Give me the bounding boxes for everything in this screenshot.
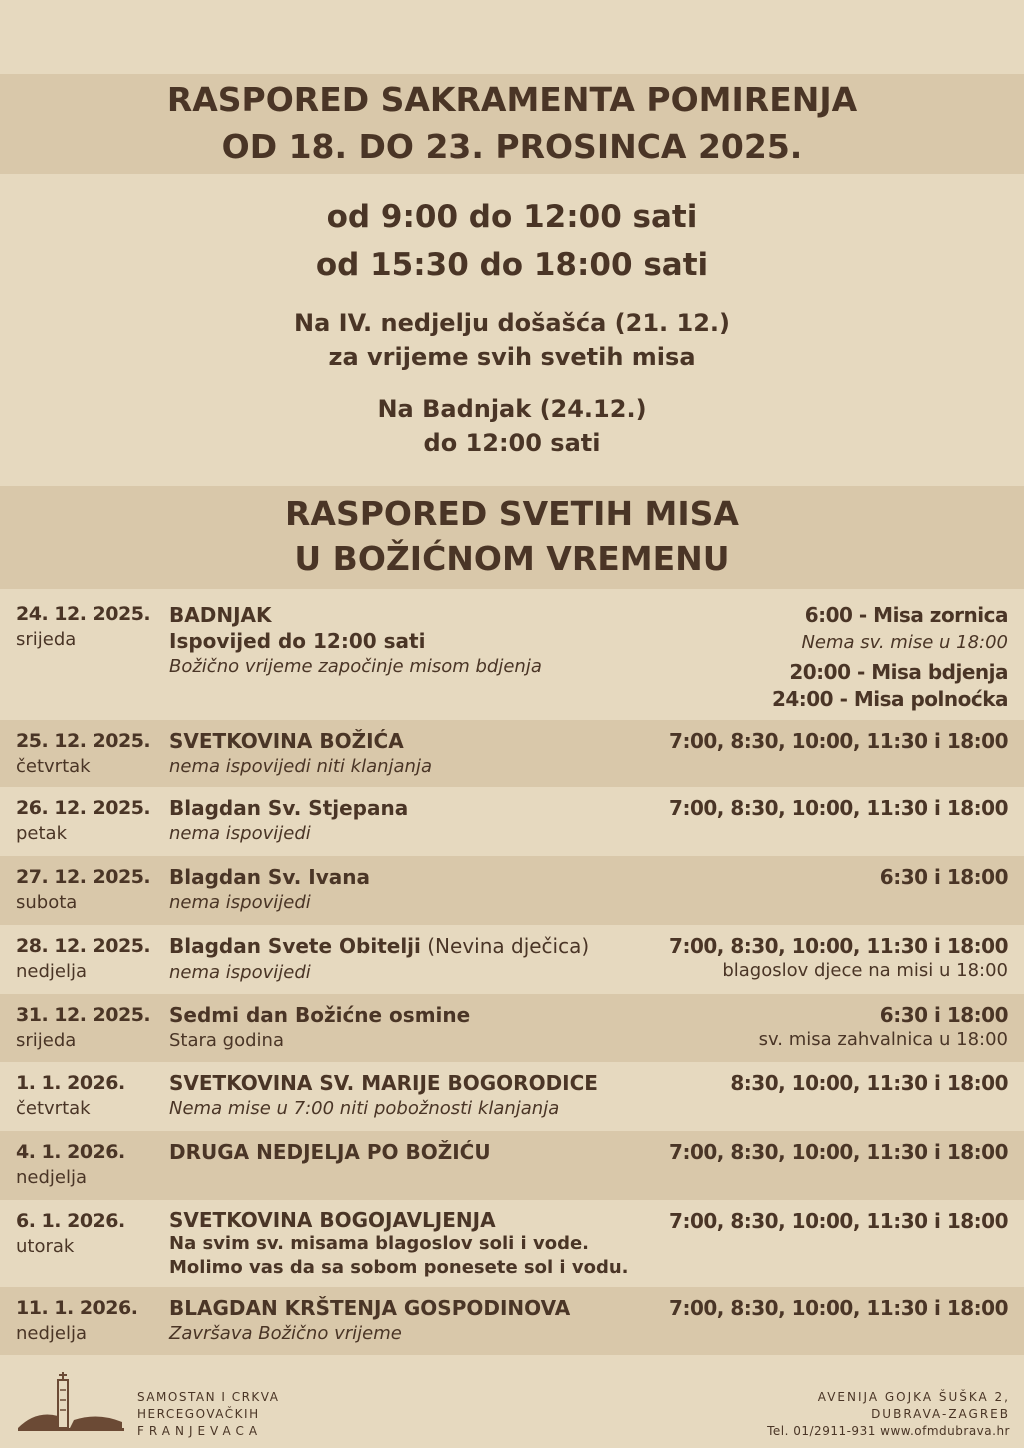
confession-hours-line1: od 9:00 do 12:00 sati xyxy=(326,199,698,235)
row-note: nema ispovijedi xyxy=(169,962,311,983)
row-day: nedjelja xyxy=(16,961,88,982)
row-note: Nema mise u 7:00 niti pobožnosti klanjanja xyxy=(169,1098,560,1119)
row-description xyxy=(169,1208,629,1280)
row-times xyxy=(880,864,1008,891)
row-time-2: sv. misa zahvalnica u 18:00 xyxy=(758,1029,1008,1050)
row-date: 27. 12. 2025. xyxy=(16,866,151,888)
row-time-3: 20:00 - Misa bdjenja xyxy=(789,660,1008,684)
row-title: BLAGDAN KRŠTENJA GOSPODINOVA xyxy=(169,1296,571,1320)
row-description xyxy=(169,1002,470,1054)
row-title: BADNJAK xyxy=(169,603,272,627)
row-times xyxy=(669,795,1008,822)
row-day: subota xyxy=(16,892,78,913)
row-times xyxy=(730,1070,1008,1097)
row-times xyxy=(669,933,1008,982)
row-description xyxy=(169,602,542,680)
footer-address-line1: AVENIJA GOJKA ŠUŠKA 2, xyxy=(817,1390,1010,1404)
schedule-row xyxy=(0,1200,1024,1287)
row-time-1: 6:30 i 18:00 xyxy=(879,1003,1008,1027)
row-date: 25. 12. 2025. xyxy=(16,730,151,752)
confession-hours-line2: od 15:30 do 18:00 sati xyxy=(315,247,709,283)
row-times xyxy=(669,1295,1008,1322)
row-time-1: 7:00, 8:30, 10:00, 11:30 i 18:00 xyxy=(669,1209,1008,1233)
row-date: 6. 1. 2026. xyxy=(16,1210,125,1232)
row-title: Blagdan Sv. Stjepana xyxy=(169,796,409,820)
row-time-1: 7:00, 8:30, 10:00, 11:30 i 18:00 xyxy=(669,729,1008,753)
row-day: petak xyxy=(16,823,68,844)
section-title-line2: U BOŽIĆNOM VREMENU xyxy=(294,539,730,578)
row-day: utorak xyxy=(16,1236,75,1257)
row-description xyxy=(169,933,589,986)
row-title: SVETKOVINA SV. MARIJE BOGORODICE xyxy=(169,1071,598,1095)
row-description xyxy=(169,728,432,780)
row-time-4: 24:00 - Misa polnoćka xyxy=(771,687,1008,711)
row-time-1: 7:00, 8:30, 10:00, 11:30 i 18:00 xyxy=(669,934,1008,958)
row-day: srijeda xyxy=(16,629,77,650)
row-day: četvrtak xyxy=(16,1098,91,1119)
footer-contact[interactable]: Tel. 01/2911-931 www.ofmdubrava.hr xyxy=(767,1424,1010,1438)
row-day: srijeda xyxy=(16,1030,77,1051)
footer-address-line2: DUBRAVA-ZAGREB xyxy=(871,1407,1010,1421)
row-description xyxy=(169,864,370,916)
row-description xyxy=(169,1070,598,1122)
row-note: Stara godina xyxy=(169,1030,284,1051)
row-subtitle: Ispovijed do 12:00 sati xyxy=(169,629,426,653)
row-time-1: 7:00, 8:30, 10:00, 11:30 i 18:00 xyxy=(669,1296,1008,1320)
row-description xyxy=(169,1295,570,1347)
row-date: 11. 1. 2026. xyxy=(16,1297,138,1319)
badnjak-note-line2: do 12:00 sati xyxy=(423,429,601,457)
row-times xyxy=(669,1139,1008,1166)
schedule-row xyxy=(0,925,1024,994)
schedule-row xyxy=(0,1131,1024,1200)
row-date: 31. 12. 2025. xyxy=(16,1004,151,1026)
row-date: 4. 1. 2026. xyxy=(16,1141,125,1163)
row-title: Blagdan Sv. Ivana xyxy=(169,865,371,889)
row-note: nema ispovijedi xyxy=(169,823,311,844)
row-day: nedjelja xyxy=(16,1323,88,1344)
row-times xyxy=(772,602,1008,713)
church-logo-icon xyxy=(18,1372,124,1434)
page-title-line2: OD 18. DO 23. PROSINCA 2025. xyxy=(221,127,803,166)
row-title: SVETKOVINA BOŽIĆA xyxy=(169,729,404,753)
row-time-2: Nema sv. mise u 18:00 xyxy=(801,632,1008,653)
row-date: 28. 12. 2025. xyxy=(16,935,151,957)
page-title-line1: RASPORED SAKRAMENTA POMIRENJA xyxy=(166,80,858,119)
row-title-suffix: (Nevina dječica) xyxy=(420,934,590,958)
schedule-row xyxy=(0,720,1024,787)
row-title: SVETKOVINA BOGOJAVLJENJA xyxy=(169,1208,496,1232)
row-title: Sedmi dan Božićne osmine xyxy=(169,1003,471,1027)
row-times xyxy=(669,728,1008,755)
schedule-row xyxy=(0,1062,1024,1131)
schedule-row xyxy=(0,1287,1024,1355)
row-times xyxy=(759,1002,1008,1051)
row-description xyxy=(169,795,408,847)
advent-note-line2: za vrijeme svih svetih misa xyxy=(328,343,696,371)
row-time-1: 6:00 - Misa zornica xyxy=(804,603,1008,627)
row-time-1: 6:30 i 18:00 xyxy=(879,865,1008,889)
row-time-1: 8:30, 10:00, 11:30 i 18:00 xyxy=(730,1071,1008,1095)
section-title-line1: RASPORED SVETIH MISA xyxy=(285,494,739,533)
row-description xyxy=(169,1139,491,1165)
schedule-row xyxy=(0,994,1024,1062)
schedule-row xyxy=(0,856,1024,925)
row-title: Blagdan Svete Obitelji xyxy=(169,934,421,958)
row-date: 26. 12. 2025. xyxy=(16,797,151,819)
row-time-1: 7:00, 8:30, 10:00, 11:30 i 18:00 xyxy=(669,796,1008,820)
schedule-row-badnjak xyxy=(0,589,1024,720)
schedule-row xyxy=(0,787,1024,856)
row-date: 1. 1. 2026. xyxy=(16,1072,125,1094)
badnjak-note-line1: Na Badnjak (24.12.) xyxy=(377,395,647,423)
row-title: DRUGA NEDJELJA PO BOŽIĆU xyxy=(169,1140,491,1164)
row-time-2: blagoslov djece na misi u 18:00 xyxy=(722,960,1008,981)
row-note: Završava Božično vrijeme xyxy=(169,1323,402,1344)
row-note: Božično vrijeme započinje misom bdjenja xyxy=(169,656,542,677)
row-times xyxy=(669,1208,1008,1235)
footer-org-line1: SAMOSTAN I CRKVA xyxy=(137,1390,280,1404)
advent-note-line1: Na IV. nedjelju došašća (21. 12.) xyxy=(294,309,730,337)
row-time-1: 7:00, 8:30, 10:00, 11:30 i 18:00 xyxy=(669,1140,1008,1164)
row-note: nema ispovijedi xyxy=(169,892,311,913)
footer-org-line2: HERCEGOVAČKIH xyxy=(137,1407,260,1421)
row-day: nedjelja xyxy=(16,1167,88,1188)
row-date: 24. 12. 2025. xyxy=(16,603,151,625)
row-note: nema ispovijedi niti klanjanja xyxy=(169,756,432,777)
row-note-2: Molimo vas da sa sobom ponesete sol i vodu. xyxy=(169,1257,629,1278)
footer-address xyxy=(767,1389,1010,1440)
footer-org-line3: FRANJEVACA xyxy=(137,1424,263,1438)
row-day: četvrtak xyxy=(16,756,91,777)
row-note-1: Na svim sv. misama blagoslov soli i vode. xyxy=(169,1233,590,1254)
footer-organization xyxy=(137,1389,279,1440)
